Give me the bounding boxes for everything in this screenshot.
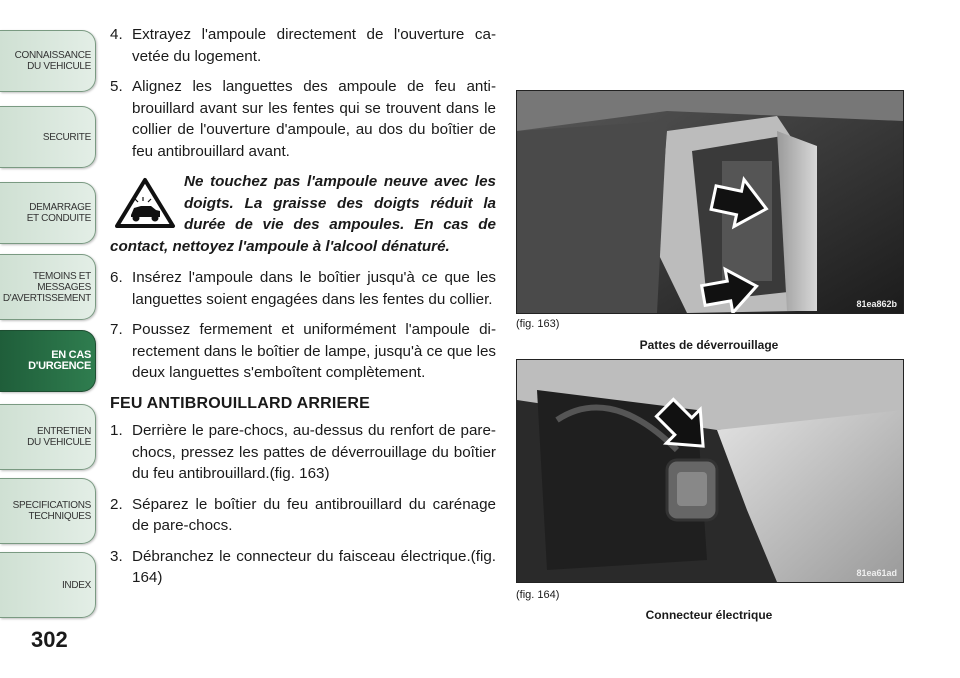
figure-caption: Connecteur électrique xyxy=(645,608,773,622)
tab-demarrage-et-conduite[interactable] xyxy=(0,182,96,244)
step-item xyxy=(110,319,496,384)
step-text: Extrayez l'ampoule directement de l'ouverture cavetée du logement. xyxy=(132,26,496,65)
tab-label: DU VEHICULE xyxy=(27,61,91,72)
tab-label: DU VEHICULE xyxy=(27,437,91,448)
step-number: 7. xyxy=(110,321,123,338)
tab-label: ET CONDUITE xyxy=(26,213,91,224)
step-text: Insérez l'ampoule dans le boîtier jusqu'à ce que les languettes soient engagées dans les fentes du collier. xyxy=(132,269,496,308)
tab-label: SECURITE xyxy=(42,131,91,143)
step-number: 1. xyxy=(110,422,123,439)
figure-164-image xyxy=(516,359,904,583)
figure-caption: Pattes de déverrouillage xyxy=(639,338,779,352)
step-item xyxy=(110,494,496,537)
step-number: 6. xyxy=(110,269,123,286)
main-text-column xyxy=(110,24,496,598)
tab-label: SPECIFICATIONS xyxy=(12,500,91,511)
warning-box xyxy=(110,171,496,257)
step-item xyxy=(110,24,496,67)
tab-index[interactable] xyxy=(0,552,96,618)
step-text: Alignez les languettes des ampoule de feu antibrouillard avant sur les fentes qui se trouvent dans le collier de l'ouverture d'ampoule, au dos du boîtier de feu antibrouillard avant. xyxy=(132,78,496,160)
step-item xyxy=(110,76,496,162)
figure-163-image xyxy=(516,90,904,314)
step-item xyxy=(110,546,496,589)
warning-triangle-icon xyxy=(114,177,176,229)
tab-label: D'AVERTISSEMENT xyxy=(2,292,91,304)
step-text: Séparez le boîtier du feu antibrouillard du carénage de pare-chocs. xyxy=(132,495,496,534)
step-item xyxy=(110,420,496,485)
electrical-connector-illustration xyxy=(517,360,903,582)
tab-entretien-du-vehicule[interactable] xyxy=(0,404,96,470)
tab-label: TEMOINS ET xyxy=(32,270,91,282)
section-heading: FEU ANTIBROUILLARD ARRIERE xyxy=(110,394,371,412)
step-text: Débranchez le connecteur du faisceau électrique.(fig. 164) xyxy=(132,547,496,586)
tab-label: DEMARRAGE xyxy=(29,202,91,213)
tab-label: TECHNIQUES xyxy=(28,511,91,522)
step-number: 3. xyxy=(110,547,123,565)
tab-label: EN CAS xyxy=(51,349,91,361)
warning-text: Ne touchez pas l'ampoule neuve avec les doigts. La graisse des doigts réduit la durée de vie des ampoules. En cas de contact, nettoyez l'ampoule à l'alcool dénaturé. xyxy=(110,173,496,255)
tab-label: ENTRETIEN xyxy=(37,426,91,437)
tab-temoins-et-messages[interactable] xyxy=(0,254,96,320)
fog-lamp-release-tabs-illustration xyxy=(517,91,903,313)
step-text: Derrière le pare-chocs, au-dessus du renfort de pare-chocs, pressez les pattes de déverrouillage du boîtier du feu antibrouillard.(fig. 163) xyxy=(132,422,496,482)
figure-code: 81ea61ad xyxy=(856,568,897,578)
tab-label: D'URGENCE xyxy=(28,360,91,372)
figure-label: (fig. 163) xyxy=(516,318,560,330)
tab-connaissance-du-vehicule[interactable] xyxy=(0,30,96,92)
step-number: 4. xyxy=(110,26,123,43)
step-text: Poussez fermement et uniformément l'ampoule directement dans le boîtier de lampe, jusqu'à ce que les deux languettes s'emboîtent complètement. xyxy=(132,321,496,381)
page-number: 302 xyxy=(31,627,68,652)
figure-code: 81ea862b xyxy=(856,299,897,309)
step-item xyxy=(110,267,496,310)
figure-label: (fig. 164) xyxy=(516,589,560,601)
tab-label: INDEX xyxy=(61,579,91,591)
tab-specifications-techniques[interactable] xyxy=(0,478,96,544)
tab-securite[interactable] xyxy=(0,106,96,168)
step-number: 5. xyxy=(110,78,123,95)
step-number: 2. xyxy=(110,495,123,513)
tab-label: MESSAGES xyxy=(37,281,91,293)
tab-en-cas-d-urgence[interactable] xyxy=(0,330,96,392)
tab-label: CONNAISSANCE xyxy=(14,50,91,61)
